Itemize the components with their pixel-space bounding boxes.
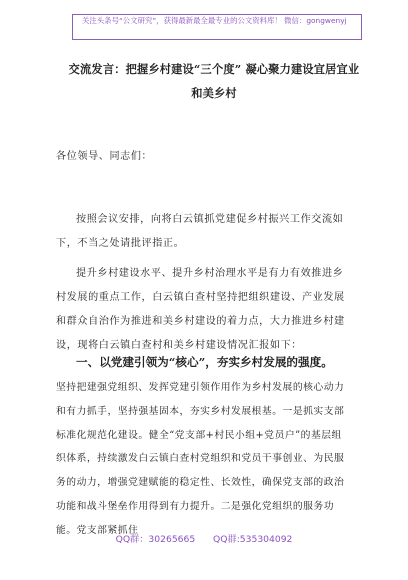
header-notice: 关注头条号“公文研究”，获得最新最全最专业的公文资料库！ 微信：gongwenyj xyxy=(82,16,347,25)
footer-qq-group-2: QQ群:535304092 xyxy=(213,534,293,545)
footer-qq-group-1: QQ群：30265665 xyxy=(115,534,196,545)
greeting: 各位领导、同志们： xyxy=(56,151,153,162)
intro-paragraph: 按照会议安排，向将白云镇抓党建促乡村振兴工作交流如下，不当之处请批评指正。 xyxy=(56,214,344,249)
body-paragraph: 坚持把建强党组织、发挥党建引领作用作为乡村发展的核心动力和有力抓手，坚持强基固本，夯实乡村发展根基。一是抓实支部标准化规范化建设。健全“党支部+村民小组+党员户”的基层组织体系，持续激发白云镇白查村党组织和党员干事创业、为民服务的动力，增强党建赋能的稳定性、长效性，确保党支部的政治功能和战斗堡垒作用得到有力提升。二是强化党组织的服务功能。党支部紧抓住 xyxy=(56,382,345,536)
section-heading: 一、以党建引领为“核心”，夯实乡村发展的强度。 xyxy=(76,355,333,369)
main-paragraph: 提升乡村建设水平、提升乡村治理水平是有力有效推进乡村发展的重点工作，白云镇白查村坚持把组织建设、产业发展和群众自治作为推进和美乡村建设的着力点，大力推进乡村建设，现将白云镇白查村和美乡村建设情况汇报如下： xyxy=(56,268,345,351)
footer xyxy=(0,533,408,547)
document-title: 交流发言：把握乡村建设“三个度” 凝心聚力建设宜居宜业和美乡村 xyxy=(68,62,360,100)
